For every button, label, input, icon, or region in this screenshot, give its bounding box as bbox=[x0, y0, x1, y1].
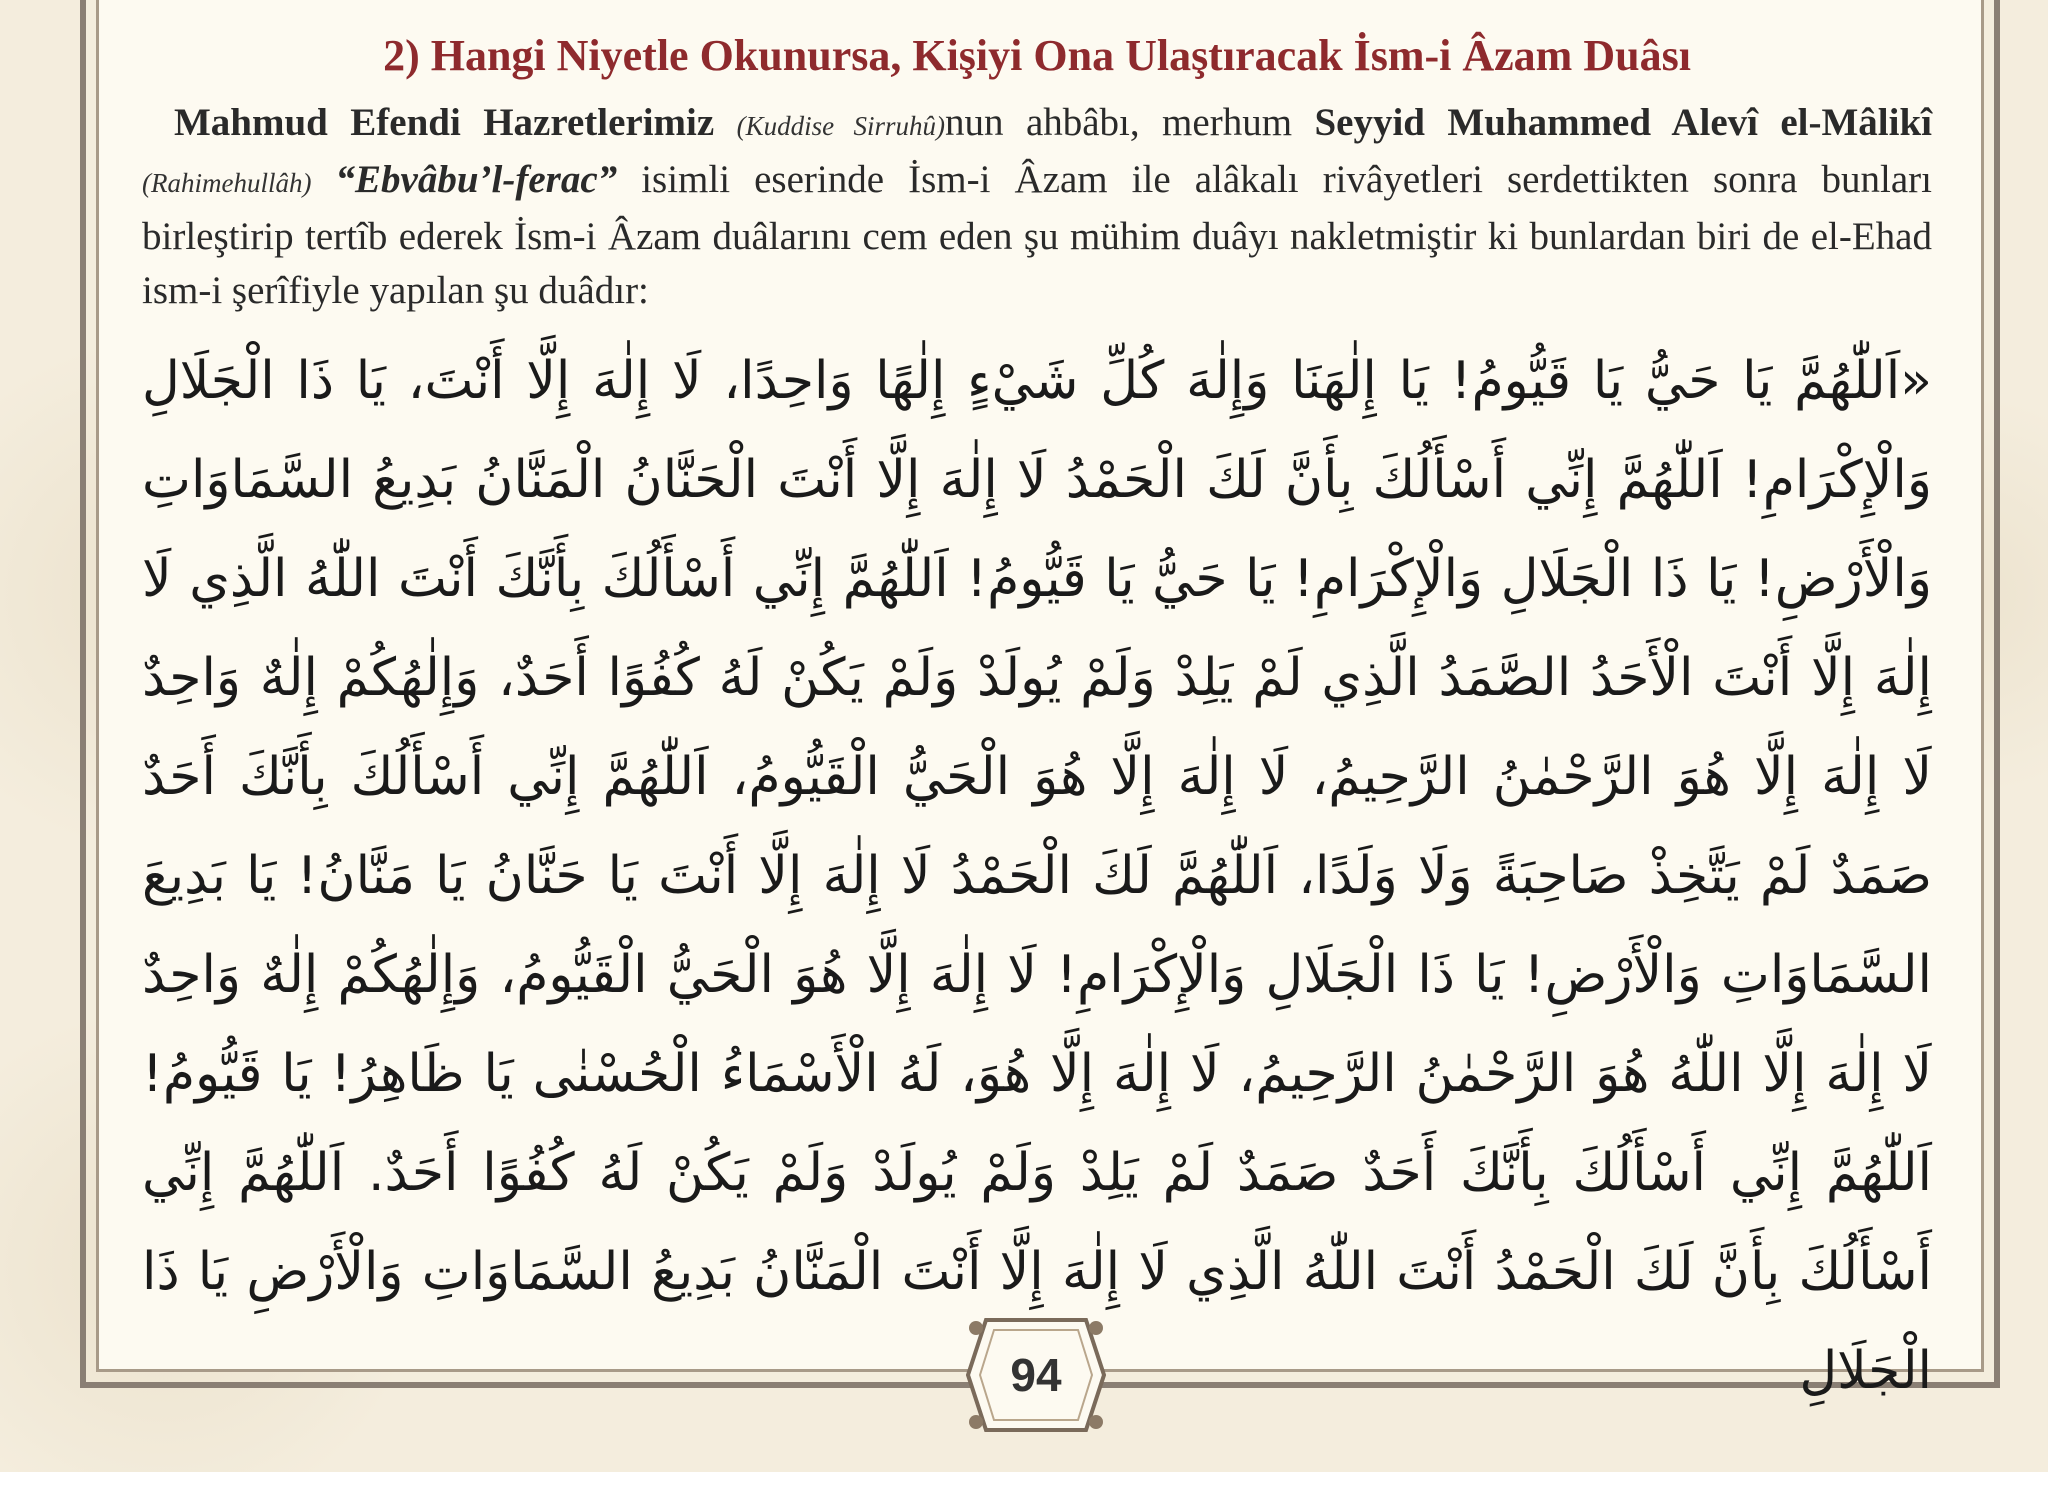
intro-paragraph bbox=[142, 96, 1932, 318]
page-number: 94 bbox=[1010, 1349, 1062, 1401]
intro-text-1: nun ahbâbı, merhum bbox=[945, 101, 1315, 144]
intro-text-2: isimli eserinde İsm-i Âzam ile alâkalı rivâyetleri serdettikten sonra bunları birleştirip tertîb ederek İsm-i Âzam duâlarını cem eden şu mühim duâyı nakletmiştir ki bunlardan biri de el-Ehad ism-i şerîfiyle yapılan şu duâdır: bbox=[142, 158, 1932, 312]
book-title: “Ebvâbu’l-ferac” bbox=[335, 158, 618, 201]
author-honorific: (Kuddise Sirruhû) bbox=[736, 111, 946, 141]
scholar-honorific: (Rahimehullâh) bbox=[142, 168, 312, 198]
page-number-badge bbox=[966, 1314, 1106, 1436]
bottom-margin bbox=[0, 1472, 2048, 1488]
author-name: Mahmud Efendi Hazretlerimiz bbox=[174, 101, 715, 144]
arabic-prayer-text: «اَللّٰهُمَّ يَا حَيُّ يَا قَيُّومُ! يَا إِلٰهَنَا وَإِلٰهَ كُلِّ شَيْءٍ إِلٰهًا وَاحِدًا، لَا إِلٰهَ إِلَّا أَنْتَ، يَا ذَا الْجَلَالِ وَالْإِكْرَامِ! اَللّٰهُمَّ إِنِّي أَسْأَلُكَ بِأَنَّ لَكَ الْحَمْدُ لَا إِلٰهَ إِلَّا أَنْتَ الْحَنَّانُ الْمَنَّانُ بَدِيعُ السَّمَاوَاتِ وَالْأَرْضِ! يَا ذَا الْجَلَالِ وَالْإِكْرَامِ! يَا حَيُّ يَا قَيُّومُ! اَللّٰهُمَّ إِنِّي أَسْأَلُكَ بِأَنَّكَ أَنْتَ اللّٰهُ الَّذِي لَا إِلٰهَ إِلَّا أَنْتَ الْأَحَدُ الصَّمَدُ الَّذِي لَمْ يَلِدْ وَلَمْ يُولَدْ وَلَمْ يَكُنْ لَهُ كُفُوًا أَحَدٌ، وَإِلٰهُكُمْ إِلٰهٌ وَاحِدٌ لَا إِلٰهَ إِلَّا هُوَ الرَّحْمٰنُ الرَّحِيمُ، لَا إِلٰهَ إِلَّا هُوَ الْحَيُّ الْقَيُّومُ، اَللّٰهُمَّ إِنِّي أَسْأَلُكَ بِأَنَّكَ أَحَدٌ صَمَدٌ لَمْ يَتَّخِذْ صَاحِبَةً وَلَا وَلَدًا، اَللّٰهُمَّ لَكَ الْحَمْدُ لَا إِلٰهَ إِلَّا أَنْتَ يَا حَنَّانُ يَا مَنَّانُ! يَا بَدِيعَ السَّمَاوَاتِ وَالْأَرْضِ! يَا ذَا الْجَلَالِ وَالْإِكْرَامِ! لَا إِلٰهَ إِلَّا هُوَ الْحَيُّ الْقَيُّومُ، وَإِلٰهُكُمْ إِلٰهٌ وَاحِدٌ لَا إِلٰهَ إِلَّا اللّٰهُ هُوَ الرَّحْمٰنُ الرَّحِيمُ، لَا إِلٰهَ إِلَّا هُوَ، لَهُ الْأَسْمَاءُ الْحُسْنٰى يَا ظَاهِرُ! يَا قَيُّومُ! اَللّٰهُمَّ إِنِّي أَسْأَلُكَ بِأَنَّكَ أَحَدٌ صَمَدٌ لَمْ يَلِدْ وَلَمْ يُولَدْ وَلَمْ يَكُنْ لَهُ كُفُوًا أَحَدٌ. اَللّٰهُمَّ إِنِّي أَسْأَلُكَ بِأَنَّ لَكَ الْحَمْدُ أَنْتَ اللّٰهُ الَّذِي لَا إِلٰهَ إِلَّا أَنْتَ الْمَنَّانُ بَدِيعُ السَّمَاوَاتِ وَالْأَرْضِ يَا ذَا الْجَلَالِ bbox=[142, 351, 1932, 1401]
scholar-name: Seyyid Muhammed Alevî el-Mâlikî bbox=[1314, 101, 1933, 144]
section-heading: 2) Hangi Niyetle Okunursa, Kişiyi Ona Ulaştıracak İsm-i Âzam Duâsı bbox=[383, 31, 1691, 80]
